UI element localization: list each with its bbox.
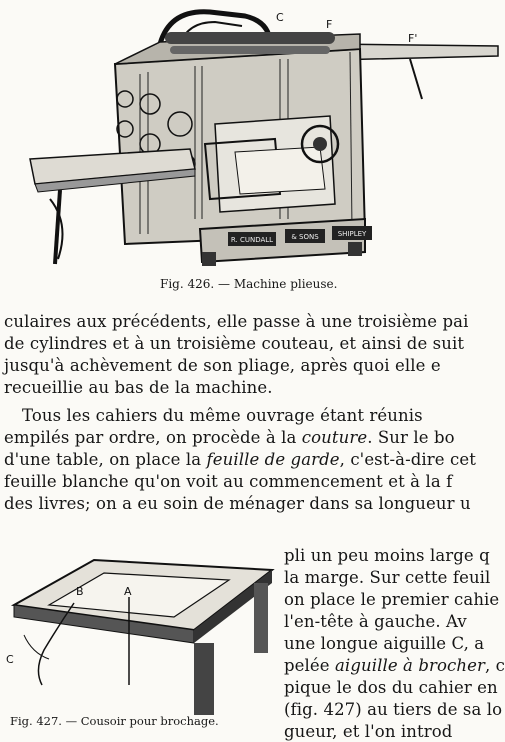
plate-sons: & SONS: [291, 233, 319, 241]
cousoir-engraving: [4, 555, 274, 715]
plate-cundall: R. CUNDALL: [230, 236, 274, 244]
label-a: A: [124, 585, 132, 598]
text-line: gueur, et l'on introd: [284, 722, 453, 741]
label-f: F: [326, 18, 333, 31]
text-line: pli un peu moins large q: [284, 546, 490, 565]
text-line: pelée aiguille à brocher, c: [284, 656, 505, 675]
text-line: empilés par ordre, on procède à la couture. Sur le bo: [4, 428, 455, 447]
label-f-prime: F': [408, 32, 418, 45]
text-line: culaires aux précédents, elle passe à une troisième pai: [4, 312, 469, 331]
text-line: des livres; on a eu soin de ménager dans sa longueur u: [4, 494, 471, 513]
label-c-needle: C: [6, 653, 14, 666]
cousoir-illustration: [4, 555, 274, 715]
machine-engraving: [30, 4, 498, 274]
figure-426-caption: Fig. 426. — Machine plieuse.: [160, 277, 338, 291]
text-line: (fig. 427) au tiers de sa lo: [284, 700, 503, 719]
text-line: d'une table, on place la feuille de garde, c'est-à-dire cet: [4, 450, 476, 469]
text-line: Tous les cahiers du même ouvrage étant réunis: [22, 406, 423, 425]
label-c: C: [276, 11, 284, 24]
text-line: recueillie au bas de la machine.: [4, 378, 273, 397]
text-line: pique le dos du cahier en: [284, 678, 498, 697]
text-line: jusqu'à achèvement de son pliage, après quoi elle e: [4, 356, 441, 375]
text-line: feuille blanche qu'on voit au commencement et à la f: [4, 472, 453, 491]
plate-shipley: SHIPLEY: [337, 230, 367, 238]
label-b: B: [76, 585, 84, 598]
text-line: une longue aiguille C, a: [284, 634, 485, 653]
text-line: de cylindres et à un troisième couteau, et ainsi de suit: [4, 334, 465, 353]
machine-plieuse-illustration: [30, 4, 498, 274]
text-line: la marge. Sur cette feuil: [284, 568, 491, 587]
text-line: on place le premier cahie: [284, 590, 500, 609]
figure-427-caption: Fig. 427. — Cousoir pour brochage.: [10, 714, 219, 728]
text-line: l'en-tête à gauche. Av: [284, 612, 467, 631]
